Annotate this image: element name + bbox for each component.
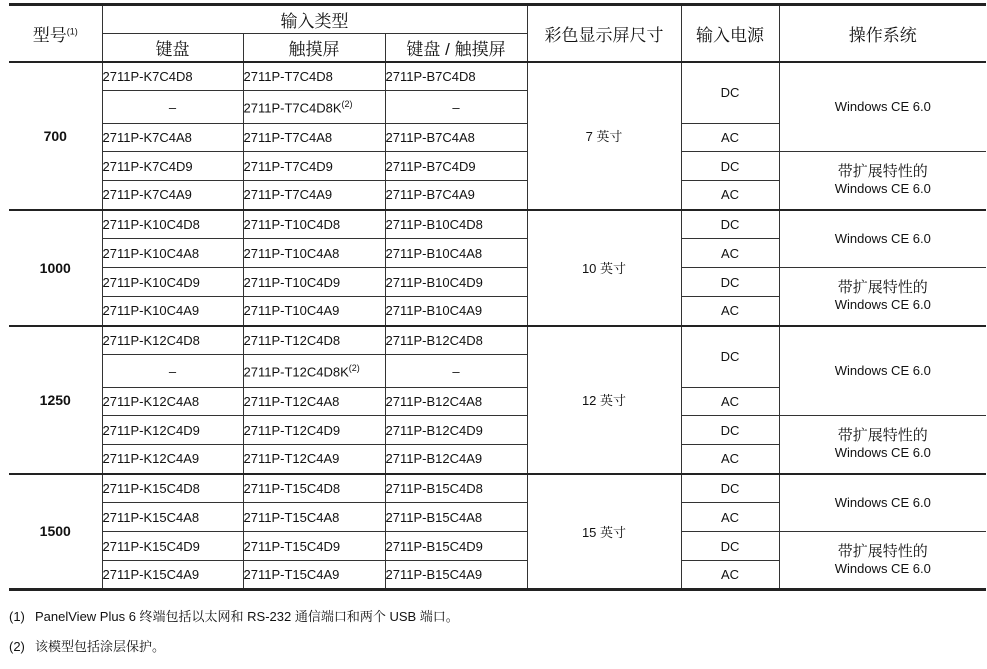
touch-cell: 2711P-T7C4A9 <box>243 181 385 210</box>
keyboard-touch-cell: 2711P-B12C4A9 <box>385 445 527 474</box>
keyboard-touch-cell: 2711P-B12C4A8 <box>385 388 527 416</box>
keyboard-cell: 2711P-K10C4A9 <box>102 297 243 326</box>
keyboard-cell: 2711P-K7C4A8 <box>102 124 243 152</box>
touch-cell: 2711P-T10C4A8 <box>243 239 385 268</box>
keyboard-touch-cell: 2711P-B7C4D9 <box>385 152 527 181</box>
power-cell: DC <box>681 532 779 561</box>
keyboard-cell: 2711P-K15C4D9 <box>102 532 243 561</box>
table-row <box>9 152 986 181</box>
keyboard-touch-cell: 2711P-B12C4D8 <box>385 326 527 355</box>
keyboard-cell: 2711P-K7C4D8 <box>102 62 243 91</box>
keyboard-touch-cell: 2711P-B12C4D9 <box>385 416 527 445</box>
footnote-1: (1) PanelView Plus 6 终端包括以太网和 RS-232 通信端口和两个 USB 端口。 <box>9 609 459 624</box>
touch-cell: 2711P-T10C4D8 <box>243 210 385 239</box>
touch-cell: 2711P-T12C4A9 <box>243 445 385 474</box>
power-cell: AC <box>681 297 779 326</box>
power-cell: AC <box>681 239 779 268</box>
os-cell: Windows CE 6.0 <box>779 62 986 152</box>
model-cell: 700 <box>9 62 102 210</box>
keyboard-cell: 2711P-K12C4A9 <box>102 445 243 474</box>
power-cell: AC <box>681 124 779 152</box>
os-ext-cell: 带扩展特性的 Windows CE 6.0 <box>779 268 986 326</box>
touch-cell: 2711P-T15C4D8 <box>243 474 385 503</box>
header-display: 彩色显示屏尺寸 <box>527 5 681 62</box>
touch-cell: 2711P-T15C4A8 <box>243 503 385 532</box>
os-ext-cell: 带扩展特性的 Windows CE 6.0 <box>779 532 986 590</box>
header-keyboard: 键盘 <box>102 34 243 62</box>
header-power: 输入电源 <box>681 5 779 62</box>
power-cell: AC <box>681 561 779 590</box>
touch-cell: 2711P-T15C4D9 <box>243 532 385 561</box>
keyboard-cell: 2711P-K12C4D8 <box>102 326 243 355</box>
footnote-2: (2) 该模型包括涂层保护。 <box>9 639 166 654</box>
display-size-cell: 15 英寸 <box>527 474 681 590</box>
touch-cell: 2711P-T12C4D9 <box>243 416 385 445</box>
model-cell: 1500 <box>9 474 102 590</box>
os-cell: Windows CE 6.0 <box>779 326 986 416</box>
power-cell: DC <box>681 210 779 239</box>
keyboard-touch-cell: 2711P-B15C4A8 <box>385 503 527 532</box>
power-cell: AC <box>681 503 779 532</box>
keyboard-touch-cell: 2711P-B10C4D9 <box>385 268 527 297</box>
model-cell: 1250 <box>9 326 102 474</box>
table-row <box>9 62 986 91</box>
touch-cell: 2711P-T10C4A9 <box>243 297 385 326</box>
keyboard-touch-cell: 2711P-B7C4A8 <box>385 124 527 152</box>
keyboard-touch-cell: 2711P-B7C4D8 <box>385 62 527 91</box>
touch-cell: 2711P-T7C4A8 <box>243 124 385 152</box>
spec-table <box>9 3 986 591</box>
power-cell: AC <box>681 445 779 474</box>
touch-cell: 2711P-T7C4D9 <box>243 152 385 181</box>
keyboard-cell: 2711P-K10C4D9 <box>102 268 243 297</box>
power-cell: AC <box>681 388 779 416</box>
touch-cell: 2711P-T7C4D8 <box>243 62 385 91</box>
keyboard-cell: 2711P-K15C4A8 <box>102 503 243 532</box>
power-cell: DC <box>681 416 779 445</box>
keyboard-cell: 2711P-K12C4A8 <box>102 388 243 416</box>
model-cell: 1000 <box>9 210 102 326</box>
power-cell: AC <box>681 181 779 210</box>
touch-cell: $2711P-T7C4D8K^{(2)}$ <box>243 91 385 124</box>
power-cell: DC <box>681 62 779 124</box>
keyboard-cell: 2711P-K15C4A9 <box>102 561 243 590</box>
table-row <box>9 210 986 239</box>
display-size-cell: 7 英寸 <box>527 62 681 210</box>
table-row <box>9 326 986 355</box>
keyboard-touch-cell: – <box>385 355 527 388</box>
header-input-type: 输入类型 <box>102 5 527 34</box>
keyboard-cell: 2711P-K7C4A9 <box>102 181 243 210</box>
keyboard-cell: 2711P-K15C4D8 <box>102 474 243 503</box>
keyboard-touch-cell: 2711P-B15C4D8 <box>385 474 527 503</box>
keyboard-touch-cell: 2711P-B10C4A9 <box>385 297 527 326</box>
header-model: 型号$^{(1)}$ <box>9 5 102 62</box>
keyboard-touch-cell: – <box>385 91 527 124</box>
keyboard-cell: – <box>102 355 243 388</box>
header-touch: 触摸屏 <box>243 34 385 62</box>
power-cell: DC <box>681 474 779 503</box>
footnotes <box>9 602 459 662</box>
display-size-cell: 10 英寸 <box>527 210 681 326</box>
keyboard-touch-cell: 2711P-B10C4A8 <box>385 239 527 268</box>
keyboard-cell: 2711P-K7C4D9 <box>102 152 243 181</box>
os-ext-cell: 带扩展特性的 Windows CE 6.0 <box>779 152 986 210</box>
touch-cell: 2711P-T10C4D9 <box>243 268 385 297</box>
keyboard-cell: – <box>102 91 243 124</box>
os-ext-cell: 带扩展特性的 Windows CE 6.0 <box>779 416 986 474</box>
os-cell: Windows CE 6.0 <box>779 210 986 268</box>
keyboard-touch-cell: 2711P-B15C4A9 <box>385 561 527 590</box>
touch-cell: 2711P-T15C4A9 <box>243 561 385 590</box>
table-row <box>9 532 986 561</box>
touch-cell: $2711P-T12C4D8K^{(2)}$ <box>243 355 385 388</box>
touch-cell: 2711P-T12C4D8 <box>243 326 385 355</box>
header-keyboard-touch: 键盘 / 触摸屏 <box>385 34 527 62</box>
table-row <box>9 474 986 503</box>
keyboard-cell: 2711P-K10C4D8 <box>102 210 243 239</box>
keyboard-cell: 2711P-K10C4A8 <box>102 239 243 268</box>
table-row <box>9 268 986 297</box>
display-size-cell: 12 英寸 <box>527 326 681 474</box>
power-cell: DC <box>681 152 779 181</box>
table-row <box>9 416 986 445</box>
power-cell: DC <box>681 268 779 297</box>
touch-cell: 2711P-T12C4A8 <box>243 388 385 416</box>
keyboard-cell: 2711P-K12C4D9 <box>102 416 243 445</box>
keyboard-touch-cell: 2711P-B15C4D9 <box>385 532 527 561</box>
power-cell: DC <box>681 326 779 388</box>
os-cell: Windows CE 6.0 <box>779 474 986 532</box>
keyboard-touch-cell: 2711P-B7C4A9 <box>385 181 527 210</box>
header-os: 操作系统 <box>779 5 986 62</box>
keyboard-touch-cell: 2711P-B10C4D8 <box>385 210 527 239</box>
